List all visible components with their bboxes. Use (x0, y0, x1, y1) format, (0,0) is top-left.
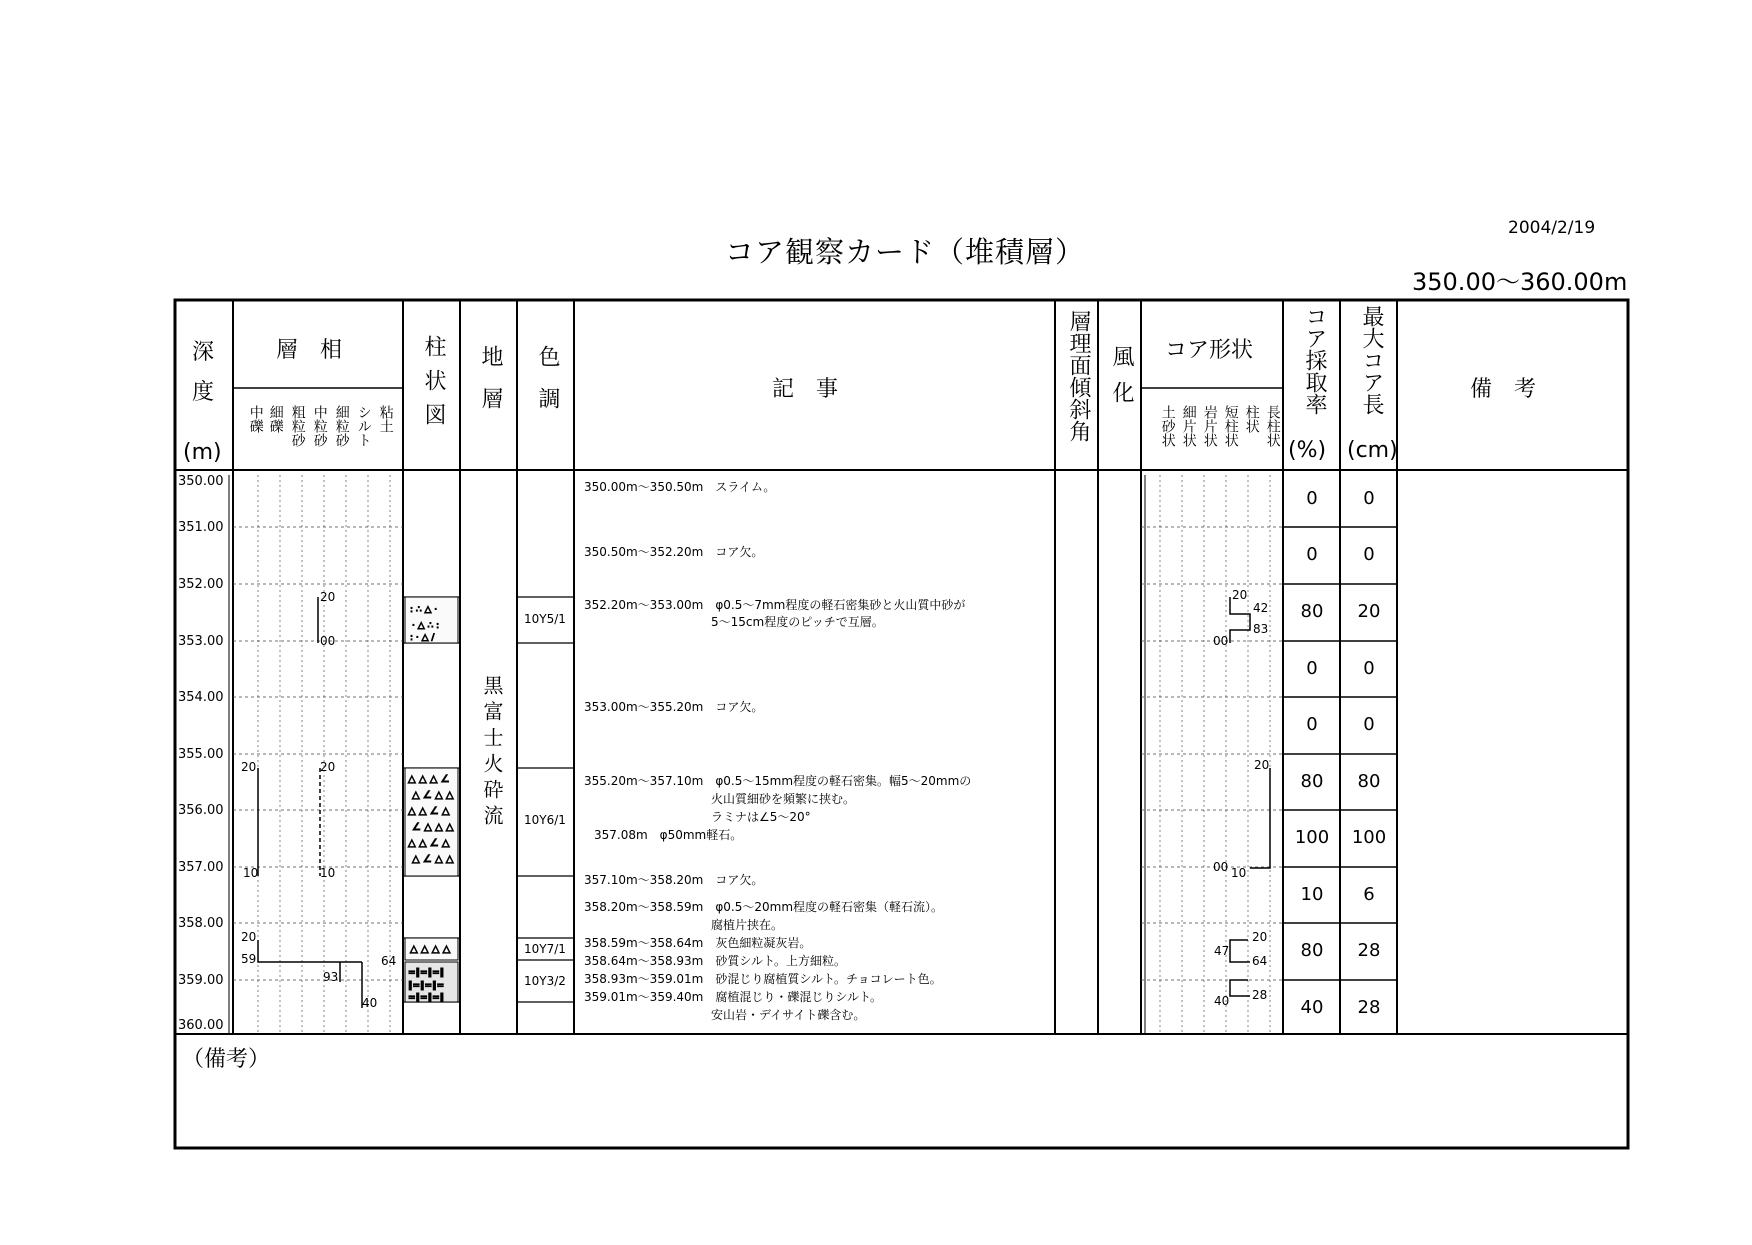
facies-sub-5: シルト (355, 405, 372, 447)
page-title: コア観察カード（堆積層） (725, 235, 1086, 269)
depth-tick: 354.00 (178, 690, 224, 705)
record-line: ラミナは∠5～20° (711, 810, 811, 824)
svg-text:: · △ /: : · △ / (410, 633, 435, 643)
record-line: 火山質細砂を頻繁に挟む。 (711, 792, 856, 806)
record-line: 359.01m～359.40m 腐植混じり・礫混じりシルト。 (584, 990, 882, 1004)
svg-text:: ∴ △ ·: : ∴ △ · (410, 605, 438, 615)
record-line: 350.00m～350.50m スライム。 (584, 480, 776, 494)
depth-tick: 350.00 (178, 474, 224, 489)
record-line: 355.20m～357.10m φ0.5～15mm程度の軽石密集。幅5～20mmの (584, 774, 972, 788)
max-core-header: 最大コア長 (1359, 305, 1384, 415)
depth-tick: 357.00 (178, 860, 224, 875)
color-tone: 10Y5/1 (524, 612, 566, 626)
core-shape-header: コア形状 (1165, 338, 1254, 363)
depth-tick: 358.00 (178, 916, 224, 931)
svg-text:‖=‖=‖=: ‖=‖=‖= (408, 981, 445, 991)
core-label: 64 (1252, 954, 1268, 968)
facies-sub-6: 粘土 (377, 405, 394, 433)
facies-label: 20 (320, 760, 336, 774)
facies-label: 20 (241, 930, 257, 944)
recovery-unit: (%) (1288, 438, 1327, 463)
recovery-value: 80 (1300, 771, 1324, 792)
depth-header-2: 度 (192, 380, 215, 405)
record-line: 5～15cm程度のピッチで互層。 (711, 615, 884, 629)
formation-header: 地層 (478, 345, 503, 429)
core-label: 83 (1253, 622, 1269, 636)
core-sub-2: 岩片状 (1201, 405, 1218, 447)
max-core-unit: (cm) (1347, 438, 1398, 463)
notes-header: 備 考 (1470, 377, 1537, 402)
facies-label: 10 (320, 866, 336, 880)
facies-header: 層 相 (276, 338, 343, 363)
core-label: 20 (1254, 758, 1270, 772)
record-line: 腐植片挟在。 (711, 918, 784, 932)
svg-text:=‖=‖=‖: =‖=‖=‖ (408, 968, 445, 978)
color-tone: 10Y3/2 (524, 974, 566, 988)
core-label: 10 (1231, 866, 1247, 880)
max-core-value: 0 (1363, 488, 1375, 509)
facies-sub-3: 中粒砂 (311, 405, 328, 447)
record-line: 352.20m～353.00m φ0.5～7mm程度の軽石密集砂と火山質中砂が (584, 598, 966, 612)
depth-header-unit: (m) (183, 440, 222, 465)
recovery-value: 0 (1306, 544, 1318, 565)
svg-text:△ ∠ △ △: △ ∠ △ △ (412, 854, 454, 865)
core-label: 47 (1214, 944, 1230, 958)
svg-text:△ ∠ △ △: △ ∠ △ △ (412, 790, 454, 801)
core-label: 20 (1232, 588, 1248, 602)
color-tone: 10Y7/1 (524, 942, 566, 956)
recovery-value: 100 (1294, 827, 1330, 848)
color-header: 色調 (535, 345, 560, 429)
record-line: 358.93m～359.01m 砂混じり腐植質シルト。チョコレート色。 (584, 972, 942, 986)
facies-sub-1: 細礫 (267, 405, 284, 433)
core-label: 28 (1252, 988, 1268, 1002)
svg-text:=‖=‖=‖: =‖=‖=‖ (408, 993, 445, 1003)
recovery-value: 0 (1306, 658, 1318, 679)
formation-name: 黒富士火砕流 (480, 675, 504, 831)
facies-label: 00 (320, 634, 336, 648)
max-core-value: 6 (1363, 884, 1375, 905)
record-line: 357.08m φ50mm軽石。 (594, 828, 743, 842)
facies-sub-4: 細粒砂 (333, 405, 350, 447)
record-line: 358.59m～358.64m 灰色細粒凝灰岩。 (584, 936, 812, 950)
depth-tick: 352.00 (178, 577, 224, 592)
depth-tick: 355.00 (178, 747, 224, 762)
max-core-value: 0 (1363, 658, 1375, 679)
facies-sub-2: 粗粒砂 (289, 405, 306, 447)
footer-notes-label: （備考） (182, 1047, 271, 1072)
facies-label: 59 (241, 952, 257, 966)
depth-tick: 356.00 (178, 803, 224, 818)
depth-range: 350.00～360.00m (1412, 268, 1628, 296)
recovery-value: 10 (1300, 884, 1324, 905)
record-line: 353.00m～355.20m コア欠。 (584, 700, 764, 714)
core-label: 00 (1213, 634, 1229, 648)
core-sub-5: 長柱状 (1264, 405, 1281, 447)
facies-sub-0: 中礫 (247, 405, 264, 433)
svg-text:∠ △ △ △: ∠ △ △ △ (412, 822, 454, 833)
recovery-value: 80 (1300, 601, 1324, 622)
svg-text:△ △ ∠ △: △ △ ∠ △ (408, 838, 450, 849)
facies-label: 10 (243, 866, 259, 880)
core-label: 20 (1252, 930, 1268, 944)
recovery-value: 80 (1300, 940, 1324, 961)
record-line: 安山岩・デイサイト礫含む。 (711, 1008, 866, 1022)
facies-label: 64 (381, 954, 397, 968)
max-core-value: 28 (1357, 940, 1381, 961)
recovery-value: 0 (1306, 714, 1318, 735)
facies-label: 40 (362, 996, 378, 1010)
core-sub-3: 短柱状 (1222, 405, 1239, 447)
columnar-header: 柱状図 (421, 335, 446, 437)
core-label: 00 (1213, 860, 1229, 874)
core-sub-1: 細片状 (1180, 405, 1197, 447)
date-label: 2004/2/19 (1508, 218, 1596, 238)
depth-tick: 359.00 (178, 973, 224, 988)
core-label: 42 (1253, 601, 1269, 615)
core-sub-0: 土砂状 (1159, 405, 1176, 447)
color-tone: 10Y6/1 (524, 813, 566, 827)
depth-tick: 353.00 (178, 634, 224, 649)
record-line: 357.10m～358.20m コア欠。 (584, 873, 764, 887)
recovery-value: 40 (1300, 997, 1324, 1018)
max-core-value: 0 (1363, 544, 1375, 565)
facies-label: 20 (320, 590, 336, 604)
columnar-patterns (405, 597, 458, 1003)
depth-header-1: 深 (192, 340, 215, 365)
recovery-header: コア採取率 (1302, 305, 1327, 415)
remarks-header: 記 事 (772, 377, 839, 402)
svg-text:△ △ △ △: △ △ △ △ (410, 944, 451, 955)
svg-text:· △ ∴ :: · △ ∴ : (412, 621, 440, 631)
depth-tick: 351.00 (178, 520, 224, 535)
facies-label: 93 (323, 970, 339, 984)
max-core-value: 100 (1351, 827, 1387, 848)
max-core-value: 80 (1357, 771, 1381, 792)
max-core-value: 20 (1357, 601, 1381, 622)
facies-label: 20 (241, 760, 257, 774)
core-sub-4: 柱状 (1243, 405, 1260, 433)
bedding-header: 層理面傾斜角 (1066, 310, 1091, 442)
core-label: 40 (1214, 994, 1230, 1008)
svg-text:△ △ △ ∠: △ △ △ ∠ (408, 774, 450, 785)
depth-tick: 360.00 (178, 1018, 224, 1033)
record-line: 358.20m～358.59m φ0.5～20mm程度の軽石密集（軽石流）。 (584, 900, 944, 914)
recovery-value: 0 (1306, 488, 1318, 509)
record-line: 358.64m～358.93m 砂質シルト。上方細粒。 (584, 954, 846, 968)
record-line: 350.50m～352.20m コア欠。 (584, 545, 764, 559)
svg-text:△ △ ∠ △: △ △ ∠ △ (408, 806, 450, 817)
max-core-value: 0 (1363, 714, 1375, 735)
weathering-header: 風化 (1109, 345, 1134, 417)
max-core-value: 28 (1357, 997, 1381, 1018)
